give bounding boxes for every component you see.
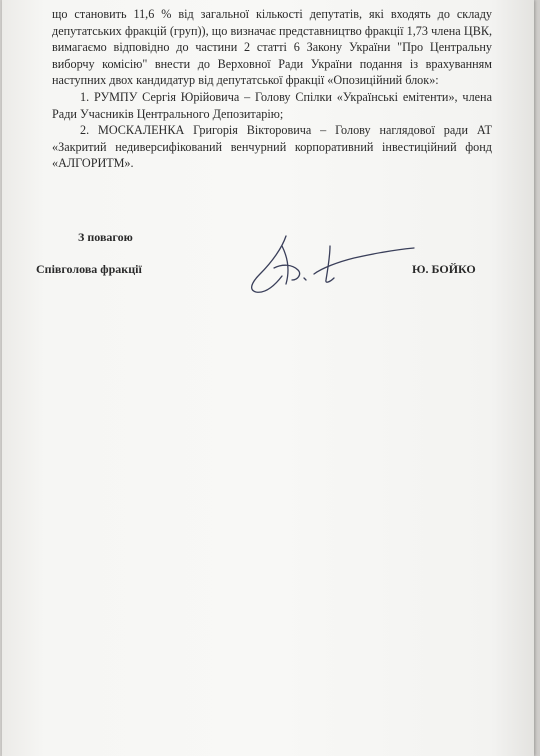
document-body [52, 6, 492, 172]
intro-paragraph: що становить 11,6 % від загальної кількості депутатів, які входять до складу депутатських фракцій (груп)), що визначає представництво фракції 1,73 члена ЦВК, вимагаємо відповідно до частини 2 статті 6 Закону України "Про Центральну виборчу комісію" внести до Верховної Ради України подання із врахуванням наступних двох кандидатур від депутатської фракції «Опозиційний блок»: [52, 7, 492, 88]
candidate-item-1: 1. РУМПУ Сергія Юрійовича – Голову Спілки «Українські емітенти», члена Ради Учасників Центрального Депозитарію; [52, 89, 492, 121]
handwritten-signature [242, 228, 422, 308]
candidate-item-2: 2. МОСКАЛЕНКА Григорія Вікторовича – Голову наглядової ради АТ «Закритий недиверсифікований венчурний корпоративний інвестиційний фонд «АЛГОРИТМ». [52, 123, 492, 171]
closing-phrase: З повагою [78, 230, 133, 244]
signer-name: Ю. БОЙКО [412, 262, 476, 276]
document-page [2, 0, 534, 756]
signer-title: Співголова фракції [36, 262, 142, 276]
